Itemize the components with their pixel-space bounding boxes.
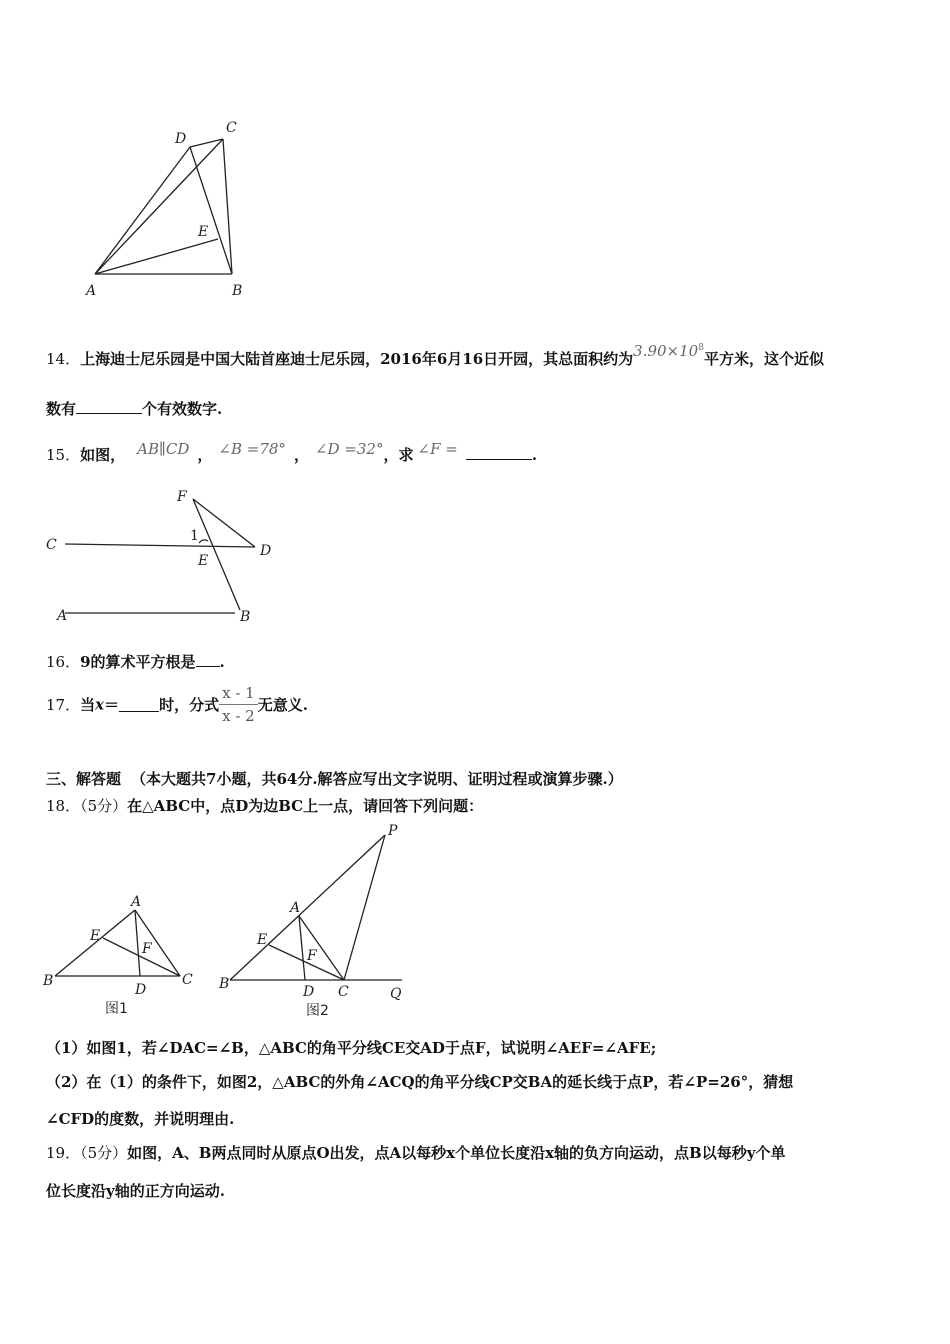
section3-title: 三、解答题 (46, 770, 122, 788)
section3-heading (46, 768, 623, 789)
label-one: 1 (190, 528, 199, 544)
q18-part2-line1: （2）在（1）的条件下，如图2，△ABC的外角∠ACQ的角平分线CP交BA的延长线于点P，若∠P=26°，猜想 (46, 1073, 794, 1091)
q15-ask: ∠F = (417, 440, 458, 458)
q15-sep2: ， (293, 446, 309, 464)
q16-end: . (219, 653, 225, 671)
label-F: F (177, 489, 187, 505)
q17-number: 17． (46, 696, 81, 714)
label-P: P (388, 823, 398, 839)
q15-sep3: ，求 (383, 446, 414, 464)
q15-number: 15． (46, 446, 81, 464)
figure-q18-2 (212, 820, 417, 1025)
q18-line (46, 795, 483, 816)
q14-text-after: 平方米，这个近似 (703, 350, 824, 368)
q17-var: x (95, 695, 105, 714)
fig1-caption: 图1 (105, 1001, 128, 1017)
label-D: D (260, 543, 272, 559)
label-C: C (226, 120, 237, 136)
label-F: F (142, 941, 152, 957)
q14-math-exp: 8 (698, 343, 704, 353)
q14-math-base: 3.90×10 (633, 342, 699, 360)
q16-answer-blank[interactable] (196, 652, 220, 667)
q18-part1: （1）如图1，若∠DAC=∠B，△ABC的角平分线CE交AD于点F，试说明∠AEF=∠AFE; (46, 1039, 657, 1057)
q14-math (633, 342, 704, 360)
q17-suffix: 无意义. (257, 696, 308, 714)
label-D: D (175, 131, 187, 147)
q17-eq: ＝ (104, 696, 120, 714)
label-D: D (303, 984, 315, 1000)
q17-frac-top: x - 1 (219, 684, 258, 705)
q15-cond3: ∠D =32° (314, 440, 384, 458)
q15-cond2: ∠B =78° (218, 440, 286, 458)
label-F: F (307, 948, 317, 964)
label-B: B (240, 609, 251, 625)
q17-line (46, 684, 308, 725)
label-E: E (90, 928, 101, 944)
label-B: B (232, 283, 243, 299)
q18-score: （5分） (80, 797, 128, 815)
label-B: B (43, 973, 54, 989)
figure-q18-1 (40, 890, 200, 1025)
q17-prefix: 当 (80, 696, 96, 714)
q14-text-before: 上海迪士尼乐园是中国大陆首座迪士尼乐园，2016年6月16日开园，其总面积约为 (80, 350, 634, 368)
q14-line2-after: 个有效数字. (142, 400, 223, 418)
q14-line1 (46, 342, 824, 369)
q15-answer-blank[interactable] (466, 445, 532, 460)
label-E: E (257, 932, 268, 948)
q17-fraction (219, 684, 258, 725)
figure-q15 (40, 485, 290, 630)
label-C: C (46, 537, 57, 553)
q15-line (46, 440, 538, 465)
q19-line2: 位长度沿y轴的正方向运动. (46, 1182, 225, 1200)
q17-frac-bottom: x - 2 (222, 707, 255, 725)
fig2-caption: 图2 (306, 1003, 329, 1019)
label-A: A (131, 894, 142, 910)
section3-note: （本大题共7小题，共64分.解答应写出文字说明、证明过程或演算步骤.） (131, 770, 623, 788)
q18-text: 在△ABC中，点D为边BC上一点，请回答下列问题： (127, 797, 484, 815)
label-A: A (290, 900, 301, 916)
label-E: E (198, 553, 209, 569)
q19-score: （5分） (80, 1144, 128, 1162)
label-A: A (86, 283, 97, 299)
q17-mid: 时，分式 (159, 696, 220, 714)
label-Q: Q (390, 986, 402, 1002)
q18-part2-line2: ∠CFD的度数，并说明理由. (46, 1110, 235, 1128)
label-A: A (57, 608, 68, 624)
q16-line (46, 651, 225, 672)
figure-q13 (80, 115, 260, 300)
q15-prefix: 如图， (80, 446, 126, 464)
label-B: B (219, 976, 230, 992)
q15-end: . (531, 446, 538, 464)
label-E: E (198, 224, 209, 240)
label-C: C (338, 984, 349, 1000)
q14-answer-blank[interactable] (76, 399, 142, 414)
q14-number: 14． (46, 350, 81, 368)
q16-text: 9的算术平方根是 (80, 653, 196, 671)
label-D: D (135, 982, 147, 998)
label-C: C (182, 972, 193, 988)
q19-number: 19． (46, 1144, 81, 1162)
q17-answer-blank[interactable] (119, 697, 159, 712)
q14-line2-before: 数有 (46, 400, 77, 418)
q18-number: 18． (46, 797, 81, 815)
q15-cond1: AB∥CD (137, 440, 190, 458)
q16-number: 16． (46, 653, 81, 671)
q19-text-line1: 如图，A、B两点同时从原点O出发，点A以每秒x个单位长度沿x轴的负方向运动，点B以每秒y个单 (127, 1144, 786, 1162)
q14-line2 (46, 398, 222, 419)
q19-line1 (46, 1142, 785, 1163)
q15-sep1: ， (197, 446, 213, 464)
